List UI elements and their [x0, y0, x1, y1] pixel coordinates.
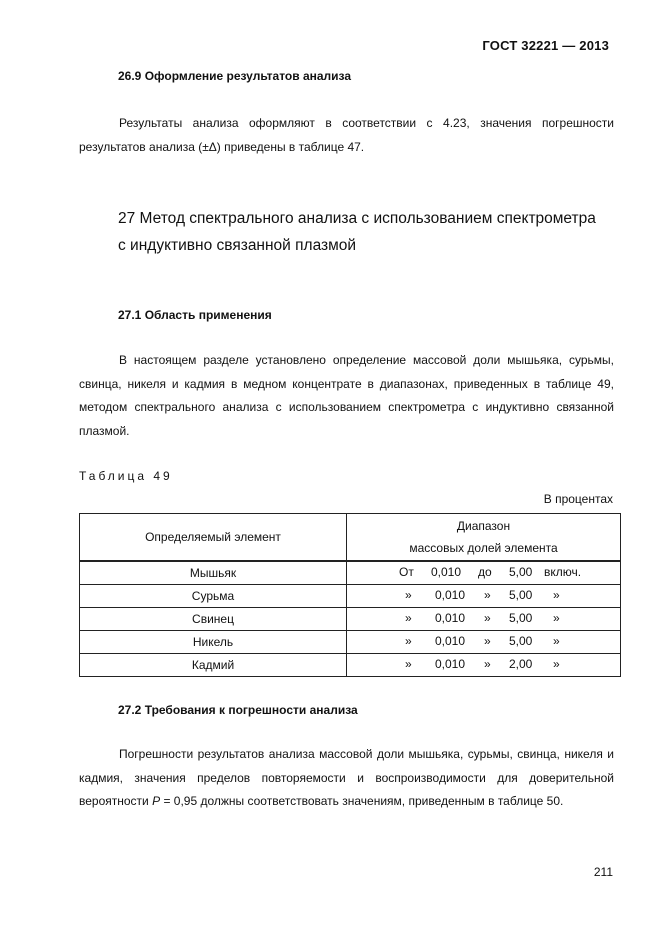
element-name: Кадмий [80, 654, 347, 677]
document-code: ГОСТ 32221 — 2013 [482, 38, 609, 53]
table-49 [79, 513, 621, 677]
range-high: 5,00 [509, 588, 533, 602]
range-to: » [484, 657, 491, 671]
range-from: От [399, 565, 414, 579]
range-from: » [405, 611, 412, 625]
range-high: 5,00 [509, 611, 533, 625]
range-low: 0,010 [435, 634, 466, 648]
range-to: » [484, 611, 491, 625]
range-suffix: » [553, 588, 560, 602]
range-low: 0,010 [435, 657, 466, 671]
range-low: 0,010 [431, 565, 462, 579]
element-name: Никель [80, 631, 347, 654]
column-header-element: Определяемый элемент [80, 514, 347, 562]
range-suffix: » [553, 611, 560, 625]
range-to: » [484, 588, 491, 602]
element-name: Сурьма [80, 585, 347, 608]
table-row [80, 654, 621, 677]
section-27-2-text-before: Погрешности результатов анализа массовой доли мышьяка, сурьмы, свинца, никеля и кадмия, значения пределов повторяемости и воспроизводимости для доверительной вероятности [79, 747, 614, 808]
section-27-2-heading: 27.2 Требования к погрешности анализа [118, 703, 358, 717]
section-27-heading: 27 Метод спектрального анализа с использованием спектрометра с индуктивно связанной плазмой [118, 210, 596, 254]
range-cell [347, 654, 621, 677]
range-from: » [405, 634, 412, 648]
range-cell [347, 608, 621, 631]
section-27-1-heading: 27.1 Область применения [118, 308, 272, 322]
range-low: 0,010 [435, 611, 466, 625]
table-row [80, 561, 621, 585]
table-row [80, 631, 621, 654]
range-from: » [405, 657, 412, 671]
column-header-range-line2: массовых долей элемента [409, 541, 558, 555]
table-units: В процентах [543, 492, 613, 506]
range-to: » [484, 634, 491, 648]
range-suffix: включ. [544, 565, 582, 579]
range-cell [347, 561, 621, 585]
element-name: Свинец [80, 608, 347, 631]
section-27-1-text: В настоящем разделе установлено определение массовой доли мышьяка, сурьмы, свинца, никеля и кадмия в медном концентрате в диапазонах, приведенных в таблице 49, методом спектрального анализа с использованием спектрометра с индуктивно связанной плазмой. [79, 353, 614, 438]
table-row [80, 608, 621, 631]
range-cell [347, 631, 621, 654]
element-name: Мышьяк [80, 561, 347, 585]
range-high: 5,00 [509, 565, 533, 579]
range-from: » [405, 588, 412, 602]
range-cell [347, 585, 621, 608]
range-suffix: » [553, 634, 560, 648]
section-26-9-text: Результаты анализа оформляют в соответствии с 4.23, значения погрешности результатов анализа (±Δ) приведены в таблице 47. [79, 116, 614, 154]
range-high: 5,00 [509, 634, 533, 648]
table-row [80, 585, 621, 608]
column-header-range-line1: Диапазон [456, 519, 511, 533]
table-caption: Таблица 49 [79, 469, 173, 483]
column-header-range [347, 514, 621, 562]
range-to: до [478, 565, 492, 579]
page-number: 211 [593, 865, 613, 879]
range-high: 2,00 [509, 657, 533, 671]
table-header-row [80, 514, 621, 562]
section-27-2-text [79, 743, 614, 814]
range-low: 0,010 [435, 588, 466, 602]
section-26-9-heading: 26.9 Оформление результатов анализа [118, 69, 352, 83]
probability-symbol: P [152, 794, 161, 808]
range-suffix: » [553, 657, 560, 671]
section-27-2-text-after: = 0,95 должны соответствовать значениям, приведенным в таблице 50. [160, 794, 564, 808]
